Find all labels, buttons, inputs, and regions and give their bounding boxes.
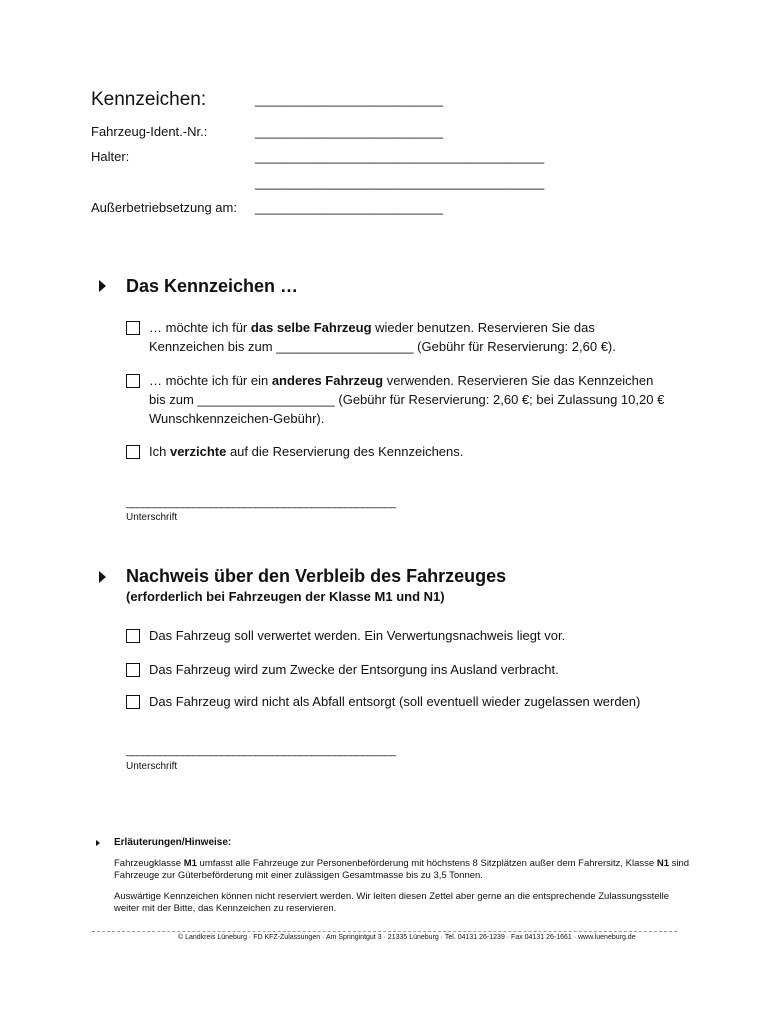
notes-paragraph-2: Auswärtige Kennzeichen können nicht reserviert werden. Wir leiten diesen Zettel aber gerne an die entsprechende Zulassungsstelle weiter mit der Bitte, das Kennzeichen zu reservieren. bbox=[114, 891, 670, 914]
checkbox-verwertet[interactable] bbox=[126, 629, 140, 643]
notes-paragraph-1: Fahrzeugklasse M1 umfasst alle Fahrzeuge zur Personenbeförderung mit höchstens 8 Sitzplätzen außer dem Fahrersitz, Klasse N1 sind Fahrzeuge zur Güterbeförderung mit einer zulässigen Gesamtmasse bis zu 3,5 Tonnen. bbox=[114, 858, 690, 881]
footer-divider bbox=[92, 931, 677, 932]
kennzeichen-label: Kennzeichen: bbox=[91, 89, 207, 110]
checkbox-waive-reservation[interactable] bbox=[126, 445, 140, 459]
option-ausland: Das Fahrzeug wird zum Zwecke der Entsorgung ins Ausland verbracht. bbox=[149, 662, 559, 677]
notes-title: Erläuterungen/Hinweise: bbox=[114, 837, 232, 848]
halter-label: Halter: bbox=[91, 149, 130, 164]
checkbox-same-vehicle[interactable] bbox=[126, 321, 140, 335]
option-other-vehicle: … möchte ich für ein anderes Fahrzeug verwenden. Reservieren Sie das Kennzeichen bis zum ___________________ (Gebühr für Reservierung: 2,60 €; bei Zulassung 10,20 € Wunschkennzeichen-Gebühr). bbox=[149, 373, 665, 426]
ausserbetriebsetzung-label: Außerbetriebsetzung am: bbox=[91, 200, 237, 215]
arrow-bullet-icon bbox=[99, 280, 106, 292]
signature-label-1: Unterschrift bbox=[126, 512, 178, 523]
option-same-vehicle: … möchte ich für das selbe Fahrzeug wieder benutzen. Reservieren Sie das Kennzeichen bis zum ___________________ (Gebühr für Reservierung: 2,60 €). bbox=[149, 320, 616, 354]
option-nicht-abfall: Das Fahrzeug wird nicht als Abfall entsorgt (soll eventuell wieder zugelassen werden) bbox=[149, 694, 641, 709]
arrow-bullet-icon bbox=[99, 571, 106, 583]
section-subtitle-verbleib: (erforderlich bei Fahrzeugen der Klasse M1 und N1) bbox=[126, 589, 445, 604]
checkbox-ausland[interactable] bbox=[126, 663, 140, 677]
kennzeichen-field[interactable]: __________________________ bbox=[255, 92, 443, 107]
section-title-verbleib: Nachweis über den Verbleib des Fahrzeuges bbox=[126, 566, 507, 586]
footer-contact: © Landkreis Lüneburg · FD KFZ-Zulassungen · Am Springintgut 3 · 21335 Lüneburg · Tel. 04131 26-1239 · Fax 04131 26-1661 · www.lueneburg.de bbox=[178, 934, 636, 941]
signature-label-2: Unterschrift bbox=[126, 761, 178, 772]
arrow-bullet-icon bbox=[96, 840, 100, 846]
checkbox-nicht-abfall[interactable] bbox=[126, 695, 140, 709]
ausserbetriebsetzung-field[interactable]: __________________________ bbox=[255, 200, 443, 215]
option-waive-reservation: Ich verzichte auf die Reservierung des Kennzeichens. bbox=[149, 444, 464, 459]
option-verwertet: Das Fahrzeug soll verwertet werden. Ein Verwertungsnachweis liegt vor. bbox=[149, 628, 566, 643]
signature-line-2[interactable]: ________________________________________________ bbox=[126, 745, 396, 757]
fin-field[interactable]: __________________________ bbox=[255, 124, 443, 139]
checkbox-other-vehicle[interactable] bbox=[126, 374, 140, 388]
signature-line-1[interactable]: ________________________________________________ bbox=[126, 497, 396, 509]
section-title-kennzeichen: Das Kennzeichen … bbox=[126, 276, 299, 296]
halter-field-1[interactable]: ________________________________________ bbox=[255, 149, 545, 164]
halter-field-2[interactable]: ________________________________________ bbox=[255, 175, 545, 190]
fin-label: Fahrzeug-Ident.-Nr.: bbox=[91, 124, 208, 139]
